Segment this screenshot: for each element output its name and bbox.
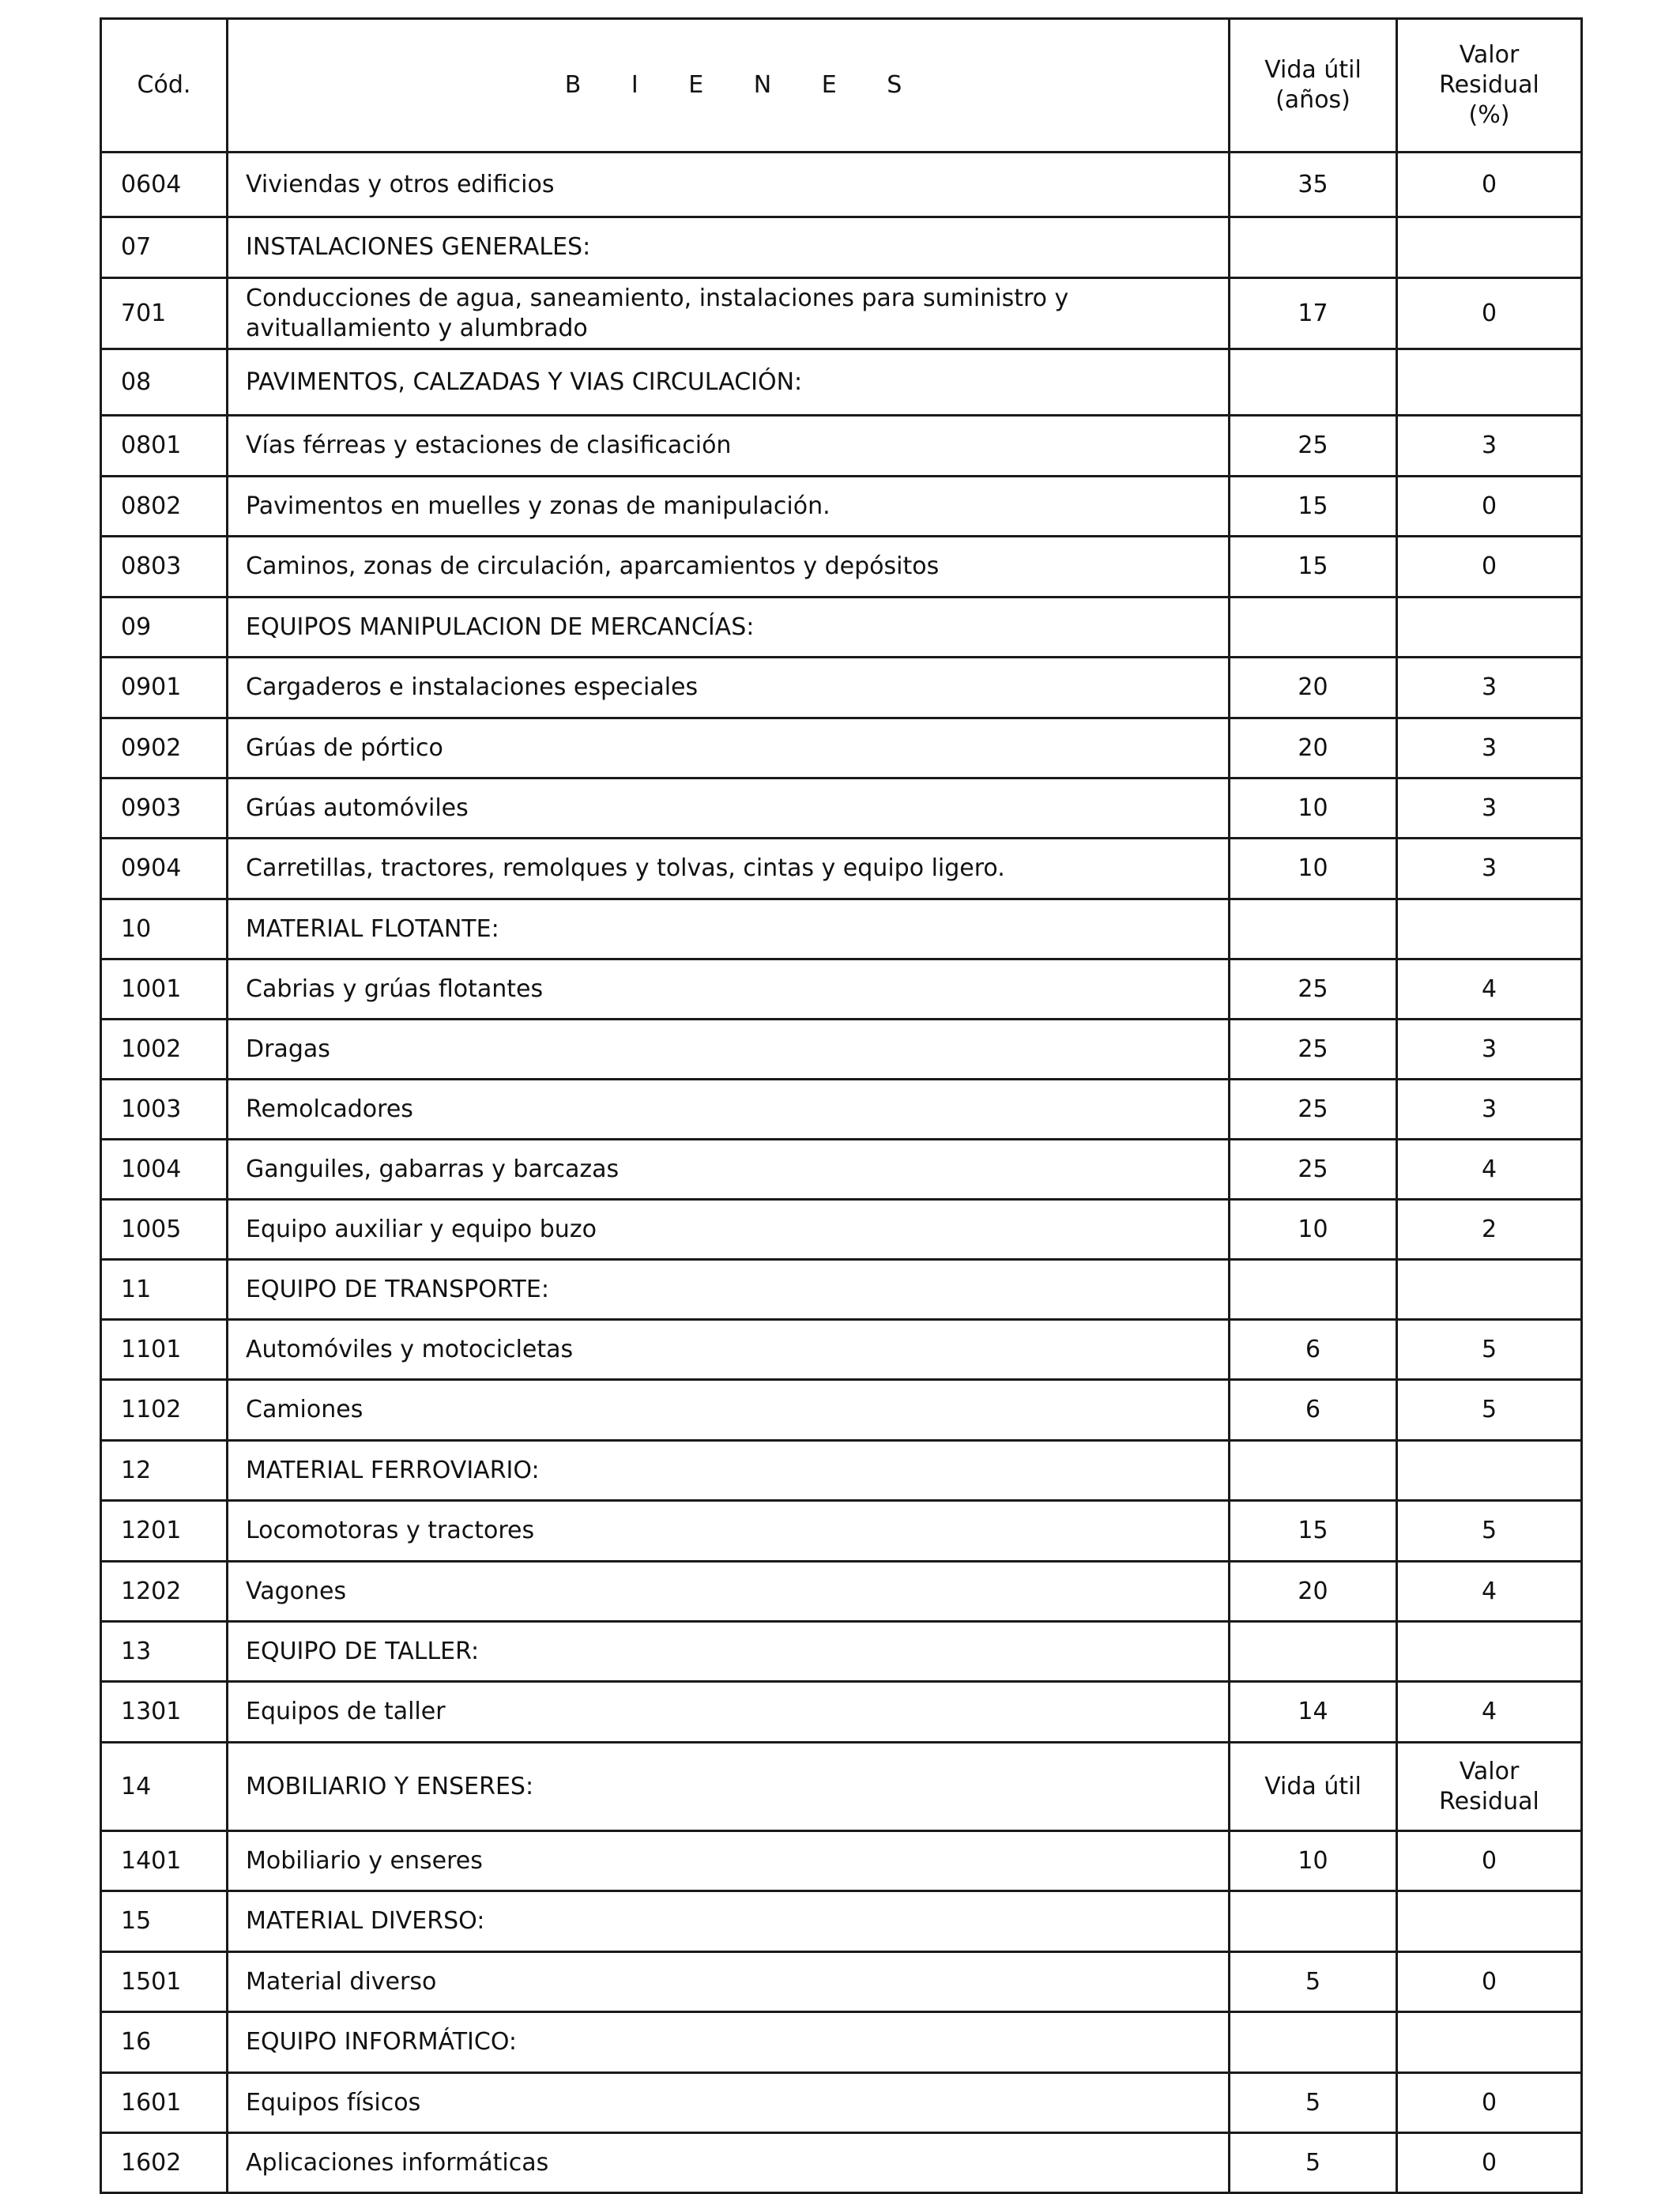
- table-row: [101, 1320, 1582, 1380]
- table-row: [101, 1743, 1582, 1831]
- cell-bien-text: Carretillas, tractores, remolques y tolvas, cintas y equipo ligero.: [246, 854, 1005, 882]
- cell-cod-text: 1003: [121, 1095, 182, 1123]
- cell-vida-util: [1230, 959, 1397, 1020]
- cell-cod: [101, 278, 228, 349]
- cell-cod: [101, 778, 228, 839]
- cell-bien-text: Locomotoras y tractores: [246, 1517, 535, 1544]
- table-row: [101, 1682, 1582, 1743]
- cell-vida-util: [1230, 2073, 1397, 2133]
- table-row: [101, 2073, 1582, 2133]
- cell-bien-text: Vagones: [246, 1577, 347, 1605]
- header-cod: Cód.: [101, 19, 228, 153]
- cell-valor-residual-text: 0: [1481, 299, 1497, 327]
- cell-vida-util: [1230, 477, 1397, 537]
- cell-vida-util: [1230, 1682, 1397, 1743]
- cell-valor-residual: [1397, 1562, 1582, 1622]
- cell-valor-residual: [1397, 1140, 1582, 1200]
- cell-vida-util: [1230, 217, 1397, 278]
- cell-valor-residual: [1397, 839, 1582, 899]
- cell-vida-util-text: Vida útil: [1264, 1772, 1362, 1800]
- cell-bien: [228, 153, 1230, 217]
- cell-vida-util-text: 5: [1305, 2148, 1321, 2177]
- cell-cod-text: 15: [121, 1907, 152, 1935]
- cell-vida-util: [1230, 416, 1397, 477]
- table-row: [101, 1200, 1582, 1260]
- cell-vida-util: [1230, 1380, 1397, 1441]
- cell-bien-text: Mobiliario y enseres: [246, 1846, 483, 1875]
- cell-bien: [228, 1562, 1230, 1622]
- table-row: [101, 477, 1582, 537]
- cell-cod-text: 11: [121, 1275, 152, 1303]
- cell-bien-text: Cargaderos e instalaciones especiales: [246, 673, 699, 701]
- cell-bien: [228, 278, 1230, 349]
- cell-valor-residual-text: 2: [1481, 1215, 1497, 1243]
- table-row: [101, 153, 1582, 217]
- cell-vida-util: [1230, 278, 1397, 349]
- cell-bien-text: Remolcadores: [246, 1095, 413, 1123]
- cell-cod-text: 0904: [121, 854, 182, 882]
- cell-valor-residual: [1397, 1622, 1582, 1682]
- cell-vida-util: [1230, 1501, 1397, 1562]
- cell-cod: [101, 1380, 228, 1441]
- cell-vida-util: [1230, 537, 1397, 598]
- cell-vida-util: [1230, 1891, 1397, 1952]
- cell-valor-residual-text: 4: [1481, 1155, 1497, 1183]
- cell-bien-text: EQUIPOS MANIPULACION DE MERCANCÍAS:: [246, 613, 755, 641]
- cell-vida-util: [1230, 598, 1397, 658]
- cell-cod: [101, 2012, 228, 2073]
- cell-valor-residual-text: 3: [1481, 733, 1497, 762]
- table-row: [101, 1562, 1582, 1622]
- cell-cod: [101, 1952, 228, 2012]
- cell-bien-text: MATERIAL FLOTANTE:: [246, 914, 499, 943]
- cell-valor-residual: [1397, 537, 1582, 598]
- table-row: [101, 778, 1582, 839]
- cell-bien: [228, 718, 1230, 778]
- cell-valor-residual: [1397, 477, 1582, 537]
- cell-vida-util-text: 15: [1298, 1517, 1328, 1544]
- cell-vida-util-text: 10: [1298, 854, 1328, 882]
- cell-bien-text: MATERIAL FERROVIARIO:: [246, 1456, 540, 1484]
- cell-cod-text: 0604: [121, 170, 182, 198]
- table-row: [101, 718, 1582, 778]
- table-row: [101, 1080, 1582, 1140]
- cell-valor-residual: [1397, 2012, 1582, 2073]
- cell-bien: [228, 217, 1230, 278]
- cell-valor-residual: [1397, 658, 1582, 718]
- cell-valor-residual: [1397, 899, 1582, 959]
- cell-vida-util: [1230, 2133, 1397, 2193]
- table-row: [101, 839, 1582, 899]
- cell-vida-util: [1230, 1260, 1397, 1320]
- cell-cod: [101, 1831, 228, 1891]
- cell-cod: [101, 1260, 228, 1320]
- header-valor-line3: (%): [1468, 101, 1510, 129]
- cell-valor-residual: [1397, 1891, 1582, 1952]
- cell-cod-text: 1602: [121, 2148, 182, 2177]
- cell-valor-residual-text-line2: Residual: [1439, 1787, 1539, 1815]
- table-row: [101, 2133, 1582, 2193]
- cell-cod-text: 13: [121, 1637, 152, 1665]
- cell-valor-residual: [1397, 1682, 1582, 1743]
- cell-bien: [228, 1441, 1230, 1501]
- cell-bien-text: Caminos, zonas de circulación, aparcamientos y depósitos: [246, 552, 940, 580]
- table-row: [101, 1380, 1582, 1441]
- cell-bien-text: INSTALACIONES GENERALES:: [246, 233, 591, 261]
- cell-cod: [101, 1080, 228, 1140]
- cell-valor-residual-text: 5: [1481, 1335, 1497, 1363]
- cell-bien-text: Grúas de pórtico: [246, 733, 443, 762]
- cell-cod-text: 1001: [121, 974, 182, 1003]
- cell-vida-util: [1230, 778, 1397, 839]
- table-row: [101, 1020, 1582, 1080]
- cell-bien-text: PAVIMENTOS, CALZADAS Y VIAS CIRCULACIÓN:: [246, 368, 803, 396]
- cell-bien: [228, 1952, 1230, 2012]
- cell-cod-text: 09: [121, 613, 152, 641]
- cell-vida-util-text: 15: [1298, 492, 1328, 520]
- cell-vida-util-text: 10: [1298, 794, 1328, 822]
- cell-bien: [228, 416, 1230, 477]
- cell-cod-text: 10: [121, 914, 152, 943]
- cell-bien: [228, 2073, 1230, 2133]
- cell-vida-util: [1230, 1743, 1397, 1831]
- cell-bien-text: Viviendas y otros edificios: [246, 170, 555, 198]
- cell-bien-text: Material diverso: [246, 1967, 437, 1996]
- cell-cod-text: 08: [121, 368, 152, 396]
- cell-vida-util: [1230, 1952, 1397, 2012]
- cell-valor-residual: [1397, 959, 1582, 1020]
- cell-cod: [101, 658, 228, 718]
- cell-vida-util: [1230, 1080, 1397, 1140]
- cell-bien: [228, 1891, 1230, 1952]
- cell-bien: [228, 1140, 1230, 1200]
- cell-valor-residual: [1397, 153, 1582, 217]
- cell-cod: [101, 477, 228, 537]
- cell-valor-residual: [1397, 1831, 1582, 1891]
- table-row: [101, 959, 1582, 1020]
- table-row: [101, 598, 1582, 658]
- cell-valor-residual: [1397, 2133, 1582, 2193]
- cell-bien-text: Vías férreas y estaciones de clasificación: [246, 432, 732, 459]
- cell-valor-residual-text: 4: [1481, 1698, 1497, 1725]
- cell-cod-text: 1002: [121, 1035, 182, 1063]
- cell-cod: [101, 1441, 228, 1501]
- table-row: [101, 1260, 1582, 1320]
- cell-bien: [228, 1682, 1230, 1743]
- cell-bien-text: Equipos de taller: [246, 1698, 446, 1725]
- cell-bien: [228, 778, 1230, 839]
- cell-bien: [228, 477, 1230, 537]
- cell-vida-util-text: 10: [1298, 1215, 1328, 1243]
- cell-valor-residual: [1397, 1080, 1582, 1140]
- cell-bien: [228, 1380, 1230, 1441]
- cell-bien: [228, 2012, 1230, 2073]
- cell-bien-text: Automóviles y motocicletas: [246, 1335, 574, 1363]
- cell-bien-text: EQUIPO DE TALLER:: [246, 1637, 480, 1665]
- table-row: [101, 1441, 1582, 1501]
- header-valor-line1: Valor: [1459, 41, 1520, 69]
- cell-cod: [101, 839, 228, 899]
- cell-bien-text: Camiones: [246, 1396, 363, 1423]
- cell-valor-residual-text: 5: [1481, 1517, 1497, 1544]
- cell-vida-util: [1230, 1441, 1397, 1501]
- cell-vida-util-text: 14: [1298, 1698, 1328, 1725]
- cell-vida-util: [1230, 1200, 1397, 1260]
- cell-valor-residual-text: 3: [1481, 854, 1497, 882]
- cell-bien-text: Conducciones de agua, saneamiento, instalaciones para suministro y: [246, 284, 1069, 312]
- cell-bien-text: Equipos físicos: [246, 2088, 421, 2117]
- cell-cod-text: 701: [121, 299, 167, 327]
- cell-valor-residual: [1397, 416, 1582, 477]
- cell-cod-text: 07: [121, 233, 152, 261]
- table-row: [101, 899, 1582, 959]
- cell-vida-util-text: 20: [1298, 1577, 1328, 1605]
- cell-vida-util-text: 25: [1298, 1035, 1328, 1063]
- cell-vida-util: [1230, 1831, 1397, 1891]
- cell-valor-residual-text: 0: [1481, 2148, 1497, 2177]
- cell-cod: [101, 1020, 228, 1080]
- cell-cod: [101, 217, 228, 278]
- cell-bien-text: Aplicaciones informáticas: [246, 2148, 549, 2177]
- cell-valor-residual-text: 0: [1481, 170, 1497, 198]
- cell-bien-text: Equipo auxiliar y equipo buzo: [246, 1215, 597, 1243]
- depreciation-table: [100, 17, 1583, 2194]
- cell-valor-residual-text: 3: [1481, 673, 1497, 701]
- cell-bien-text: MATERIAL DIVERSO:: [246, 1907, 485, 1935]
- cell-bien-text: Cabrias y grúas flotantes: [246, 974, 544, 1003]
- cell-cod-text: 1601: [121, 2088, 182, 2117]
- cell-vida-util: [1230, 718, 1397, 778]
- cell-cod: [101, 1622, 228, 1682]
- cell-bien: [228, 349, 1230, 416]
- cell-valor-residual-text: 0: [1481, 552, 1497, 580]
- cell-bien: [228, 1260, 1230, 1320]
- cell-valor-residual: [1397, 778, 1582, 839]
- cell-cod-text: 16: [121, 2028, 152, 2056]
- cell-bien: [228, 1831, 1230, 1891]
- table-row: [101, 2012, 1582, 2073]
- cell-vida-util: [1230, 2012, 1397, 2073]
- table-row: [101, 217, 1582, 278]
- cell-valor-residual: [1397, 1320, 1582, 1380]
- cell-vida-util: [1230, 839, 1397, 899]
- cell-cod-text: 0803: [121, 552, 182, 580]
- cell-bien: [228, 959, 1230, 1020]
- header-vida-util: [1230, 19, 1397, 153]
- cell-bien-text: Ganguiles, gabarras y barcazas: [246, 1155, 620, 1183]
- cell-bien: [228, 839, 1230, 899]
- cell-cod: [101, 598, 228, 658]
- cell-cod-text: 0802: [121, 492, 182, 520]
- cell-vida-util: [1230, 1562, 1397, 1622]
- cell-valor-residual: [1397, 1743, 1582, 1831]
- cell-valor-residual: [1397, 598, 1582, 658]
- cell-vida-util: [1230, 1020, 1397, 1080]
- cell-vida-util: [1230, 899, 1397, 959]
- cell-bien: [228, 1622, 1230, 1682]
- table-row: [101, 1891, 1582, 1952]
- cell-cod-text: 0801: [121, 432, 182, 459]
- table-row: [101, 416, 1582, 477]
- cell-bien: [228, 1501, 1230, 1562]
- cell-valor-residual: [1397, 1260, 1582, 1320]
- cell-cod: [101, 1200, 228, 1260]
- cell-vida-util-text: 25: [1298, 974, 1328, 1003]
- cell-valor-residual: [1397, 278, 1582, 349]
- cell-bien-text-line2: avituallamiento y alumbrado: [246, 314, 588, 342]
- cell-vida-util-text: 10: [1298, 1846, 1328, 1875]
- cell-vida-util-text: 25: [1298, 1095, 1328, 1123]
- cell-valor-residual: [1397, 1501, 1582, 1562]
- header-vida-line2: (años): [1275, 86, 1350, 114]
- cell-vida-util: [1230, 1622, 1397, 1682]
- cell-valor-residual: [1397, 1952, 1582, 2012]
- cell-bien: [228, 537, 1230, 598]
- cell-cod: [101, 2133, 228, 2193]
- cell-vida-util-text: 6: [1305, 1396, 1321, 1423]
- cell-bien-text: Pavimentos en muelles y zonas de manipulación.: [246, 492, 831, 520]
- cell-cod-text: 1004: [121, 1155, 182, 1183]
- cell-bien-text: EQUIPO INFORMÁTICO:: [246, 2028, 518, 2056]
- table-row: [101, 1952, 1582, 2012]
- cell-valor-residual: [1397, 1200, 1582, 1260]
- header-valor-line2: Residual: [1439, 71, 1539, 99]
- cell-valor-residual-text: 0: [1481, 492, 1497, 520]
- cell-cod-text: 0902: [121, 733, 182, 762]
- table-row: [101, 1140, 1582, 1200]
- table-row: [101, 658, 1582, 718]
- cell-valor-residual-text: 5: [1481, 1396, 1497, 1423]
- cell-cod: [101, 1501, 228, 1562]
- cell-cod-text: 1201: [121, 1517, 182, 1544]
- cell-cod: [101, 1743, 228, 1831]
- cell-bien: [228, 658, 1230, 718]
- cell-vida-util-text: 25: [1298, 432, 1328, 459]
- cell-vida-util-text: 20: [1298, 733, 1328, 762]
- cell-valor-residual: [1397, 217, 1582, 278]
- cell-valor-residual-text: 3: [1481, 432, 1497, 459]
- cell-valor-residual-text: Valor: [1459, 1757, 1520, 1785]
- cell-cod: [101, 416, 228, 477]
- header-row: [101, 19, 1582, 153]
- cell-valor-residual-text: 4: [1481, 1577, 1497, 1605]
- cell-bien-text: MOBILIARIO Y ENSERES:: [246, 1772, 534, 1800]
- cell-valor-residual: [1397, 718, 1582, 778]
- cell-cod-text: 12: [121, 1456, 152, 1484]
- cell-cod-text: 1102: [121, 1396, 182, 1423]
- cell-bien: [228, 2133, 1230, 2193]
- cell-vida-util: [1230, 1140, 1397, 1200]
- cell-bien-text: EQUIPO DE TRANSPORTE:: [246, 1275, 549, 1303]
- cell-bien: [228, 598, 1230, 658]
- cell-vida-util: [1230, 658, 1397, 718]
- cell-cod: [101, 1891, 228, 1952]
- cell-cod: [101, 1320, 228, 1380]
- table-row: [101, 1622, 1582, 1682]
- cell-vida-util: [1230, 153, 1397, 217]
- cell-bien-text: Dragas: [246, 1035, 330, 1063]
- cell-vida-util-text: 25: [1298, 1155, 1328, 1183]
- cell-vida-util-text: 5: [1305, 1967, 1321, 1996]
- cell-valor-residual: [1397, 1020, 1582, 1080]
- cell-cod-text: 1202: [121, 1577, 182, 1605]
- header-valor-residual: [1397, 19, 1582, 153]
- table-row: [101, 1831, 1582, 1891]
- cell-vida-util-text: 5: [1305, 2088, 1321, 2117]
- table-row: [101, 278, 1582, 349]
- cell-vida-util-text: 35: [1298, 170, 1328, 198]
- cell-cod-text: 0901: [121, 673, 182, 701]
- cell-cod: [101, 349, 228, 416]
- cell-vida-util-text: 20: [1298, 673, 1328, 701]
- cell-cod-text: 1401: [121, 1846, 182, 1875]
- cell-valor-residual-text: 0: [1481, 1967, 1497, 1996]
- cell-bien: [228, 1200, 1230, 1260]
- cell-vida-util-text: 6: [1305, 1335, 1321, 1363]
- cell-cod-text: 14: [121, 1772, 152, 1800]
- cell-valor-residual-text: 3: [1481, 1095, 1497, 1123]
- cell-bien: [228, 899, 1230, 959]
- cell-bien: [228, 1320, 1230, 1380]
- cell-vida-util: [1230, 349, 1397, 416]
- cell-vida-util: [1230, 1320, 1397, 1380]
- table-row: [101, 1501, 1582, 1562]
- table-row: [101, 537, 1582, 598]
- cell-cod: [101, 537, 228, 598]
- cell-bien: [228, 1080, 1230, 1140]
- cell-cod-text: 0903: [121, 794, 182, 822]
- table-row: [101, 349, 1582, 416]
- header-vida-line1: Vida útil: [1264, 56, 1362, 84]
- cell-valor-residual-text: 0: [1481, 1846, 1497, 1875]
- cell-cod: [101, 1562, 228, 1622]
- cell-valor-residual-text: 3: [1481, 1035, 1497, 1063]
- header-bienes: B I E N E S: [228, 19, 1230, 153]
- cell-valor-residual: [1397, 1380, 1582, 1441]
- cell-cod-text: 1005: [121, 1215, 182, 1243]
- cell-valor-residual-text: 3: [1481, 794, 1497, 822]
- cell-vida-util-text: 17: [1298, 299, 1328, 327]
- cell-valor-residual-text: 4: [1481, 974, 1497, 1003]
- cell-bien-text: Grúas automóviles: [246, 794, 469, 822]
- cell-cod: [101, 1682, 228, 1743]
- cell-cod: [101, 153, 228, 217]
- cell-valor-residual-text: 0: [1481, 2088, 1497, 2117]
- cell-bien: [228, 1020, 1230, 1080]
- cell-vida-util-text: 15: [1298, 552, 1328, 580]
- cell-bien: [228, 1743, 1230, 1831]
- cell-cod: [101, 1140, 228, 1200]
- cell-cod: [101, 899, 228, 959]
- cell-cod: [101, 959, 228, 1020]
- cell-cod-text: 1301: [121, 1698, 182, 1725]
- cell-cod: [101, 2073, 228, 2133]
- cell-valor-residual: [1397, 2073, 1582, 2133]
- cell-cod: [101, 718, 228, 778]
- cell-valor-residual: [1397, 349, 1582, 416]
- cell-valor-residual: [1397, 1441, 1582, 1501]
- cell-cod-text: 1101: [121, 1335, 182, 1363]
- cell-cod-text: 1501: [121, 1967, 182, 1996]
